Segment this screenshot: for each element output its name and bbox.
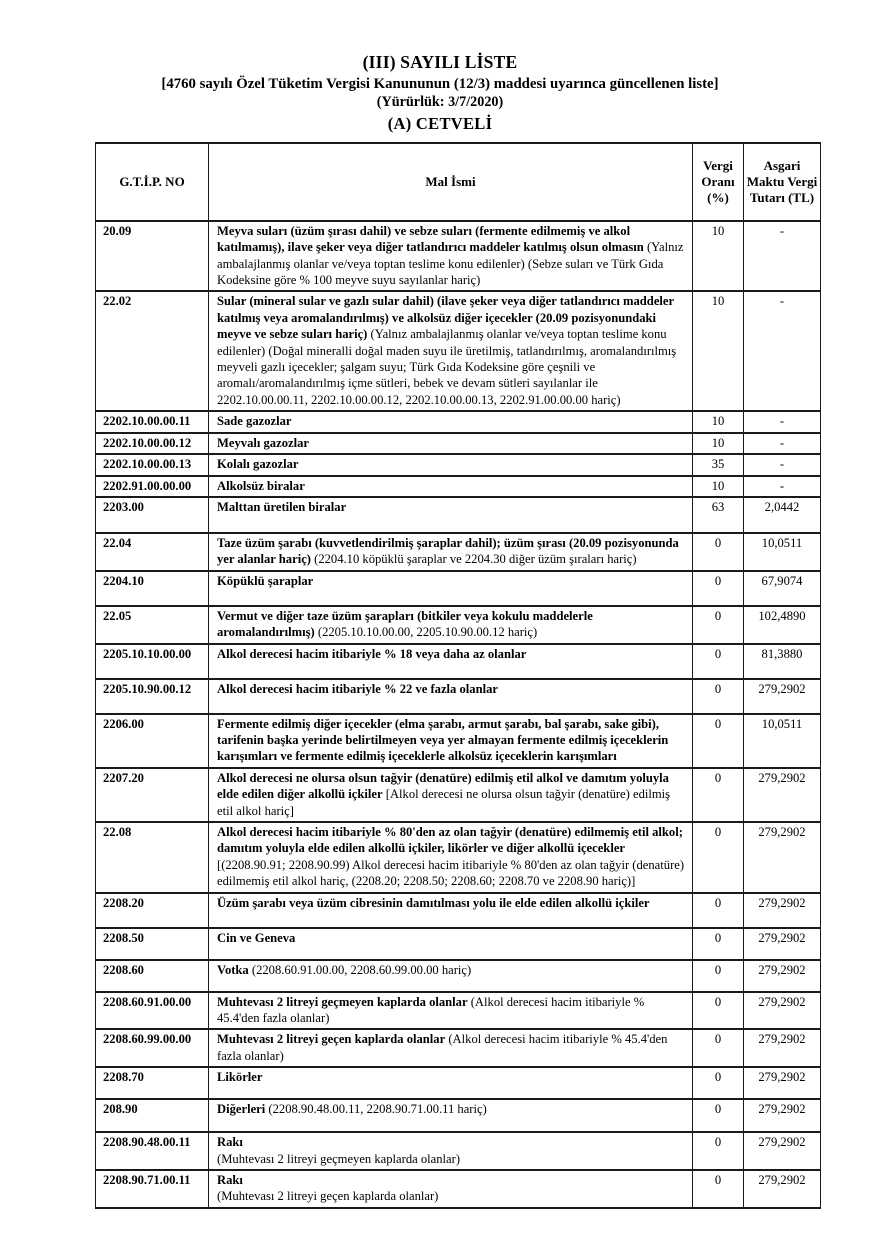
item-name-bold: Sade gazozlar bbox=[217, 414, 292, 429]
schedule-title: (A) CETVELİ bbox=[387, 113, 493, 133]
vergi-orani-cell: 0 bbox=[693, 960, 744, 992]
column-header-vergi-orani: Vergi Oranı (%) bbox=[693, 143, 744, 221]
column-header-gtip-no: G.T.İ.P. NO bbox=[96, 143, 209, 221]
vergi-orani-cell: 10 bbox=[693, 476, 744, 497]
vergi-orani-cell: 0 bbox=[693, 1132, 744, 1170]
item-name-note: (Alkol derecesi hacim itibariyle % 45.4'den fazla olanlar) bbox=[217, 1032, 668, 1063]
asgari-maktu-cell: 279,2902 bbox=[744, 928, 821, 960]
gtip-code-cell: 20.09 bbox=[96, 221, 209, 292]
item-name-bold: Alkol derecesi ne olursa olsun tağyir (denatüre) edilmiş etil alkol ve damıtım yoluyla elde edilen diğer alkollü içkiler bbox=[217, 770, 669, 802]
asgari-maktu-cell: 2,0442 bbox=[744, 497, 821, 533]
gtip-code-cell: 2208.90.71.00.11 bbox=[96, 1170, 209, 1208]
item-name-bold: Meyva suları (üzüm şırası dahil) ve sebze suları (fermente edilmemiş ve alkol katılmamış), ilave şeker veya diğer tatlandırıcı maddeler katılmış olsun olmasın bbox=[217, 223, 644, 255]
vergi-orani-cell: 0 bbox=[693, 606, 744, 644]
asgari-maktu-cell: - bbox=[744, 476, 821, 497]
gtip-code-cell: 2202.10.00.00.13 bbox=[96, 454, 209, 475]
item-name-bold: Vermut ve diğer taze üzüm şarapları (bitkiler veya kokulu maddelerle aromalandırılmış) bbox=[217, 608, 593, 640]
asgari-maktu-cell: - bbox=[744, 454, 821, 475]
gtip-code-cell: 2207.20 bbox=[96, 768, 209, 822]
mal-ismi-cell bbox=[209, 928, 693, 960]
mal-ismi-cell bbox=[209, 893, 693, 928]
table-row bbox=[96, 476, 821, 497]
item-name-bold: Köpüklü şaraplar bbox=[217, 573, 314, 588]
mal-ismi-cell bbox=[209, 571, 693, 606]
mal-ismi-cell bbox=[209, 533, 693, 571]
table-row bbox=[96, 497, 821, 533]
mal-ismi-cell bbox=[209, 476, 693, 497]
gtip-code-cell: 2202.10.00.00.12 bbox=[96, 433, 209, 454]
item-name-note: (2204.10 köpüklü şaraplar ve 2204.30 diğer üzüm şıraları hariç) bbox=[314, 552, 637, 567]
asgari-maktu-cell: 279,2902 bbox=[744, 679, 821, 714]
asgari-maktu-cell: 279,2902 bbox=[744, 822, 821, 893]
asgari-maktu-cell: 102,4890 bbox=[744, 606, 821, 644]
asgari-maktu-cell: 279,2902 bbox=[744, 768, 821, 822]
mal-ismi-cell bbox=[209, 714, 693, 768]
item-name-note: (2208.60.91.00.00, 2208.60.99.00.00 hariç) bbox=[251, 962, 472, 977]
vergi-orani-cell: 0 bbox=[693, 679, 744, 714]
table-row bbox=[96, 679, 821, 714]
table-row bbox=[96, 411, 821, 432]
asgari-maktu-cell: 279,2902 bbox=[744, 1099, 821, 1132]
table-header-row bbox=[96, 143, 821, 221]
table-row bbox=[96, 822, 821, 893]
item-name-bold: Alkolsüz biralar bbox=[217, 478, 305, 493]
item-name-bold: Likörler bbox=[217, 1070, 263, 1085]
vergi-orani-cell: 0 bbox=[693, 1067, 744, 1099]
mal-ismi-cell bbox=[209, 992, 693, 1030]
gtip-code-cell: 2205.10.10.00.00 bbox=[96, 644, 209, 679]
asgari-maktu-cell: 279,2902 bbox=[744, 992, 821, 1030]
mal-ismi-cell bbox=[209, 411, 693, 432]
table-row bbox=[96, 606, 821, 644]
item-name-bold: Muhtevası 2 litreyi geçen kaplarda olanlar bbox=[217, 1032, 446, 1047]
vergi-orani-cell: 35 bbox=[693, 454, 744, 475]
mal-ismi-cell bbox=[209, 1132, 693, 1170]
vergi-orani-cell: 0 bbox=[693, 714, 744, 768]
mal-ismi-cell bbox=[209, 1067, 693, 1099]
vergi-orani-cell: 0 bbox=[693, 893, 744, 928]
item-name-bold: Malttan üretilen biralar bbox=[217, 499, 347, 514]
asgari-maktu-cell: 81,3880 bbox=[744, 644, 821, 679]
item-name-bold: Fermente edilmiş diğer içecekler (elma şarabı, armut şarabı, bal şarabı, sake gibi), tarifenin başka yerinde belirtilmeyen veya yer almayan fermente edilmiş içeceklerin karışımları ve fermente edilmiş içeceklerle alkolsüz içeceklerin karışımları bbox=[217, 716, 669, 764]
asgari-maktu-cell: 279,2902 bbox=[744, 1067, 821, 1099]
mal-ismi-cell bbox=[209, 1029, 693, 1067]
gtip-code-cell: 2208.50 bbox=[96, 928, 209, 960]
item-name-note: (Yalnız ambalajlanmış olanlar ve/veya toptan teslime konu edilenler) (Sebze suları ve Türk Gıda Kodeksine göre % 100 meyve suyu sayılanlar hariç) bbox=[217, 240, 684, 288]
item-name-second-line: (Muhtevası 2 litreyi geçen kaplarda olanlar) bbox=[217, 1189, 439, 1204]
mal-ismi-cell bbox=[209, 822, 693, 893]
asgari-maktu-cell: 279,2902 bbox=[744, 960, 821, 992]
asgari-maktu-cell: 279,2902 bbox=[744, 1029, 821, 1067]
mal-ismi-cell bbox=[209, 960, 693, 992]
asgari-maktu-cell: 279,2902 bbox=[744, 893, 821, 928]
gtip-code-cell: 2203.00 bbox=[96, 497, 209, 533]
tax-table-body bbox=[96, 221, 821, 1208]
gtip-code-cell: 22.08 bbox=[96, 822, 209, 893]
asgari-maktu-cell: - bbox=[744, 433, 821, 454]
table-row bbox=[96, 714, 821, 768]
item-name-note: [Alkol derecesi ne olursa olsun tağyir (denatüre) edilmiş etil alkol hariç] bbox=[217, 787, 671, 818]
asgari-maktu-cell: - bbox=[744, 291, 821, 411]
vergi-orani-cell: 0 bbox=[693, 1170, 744, 1208]
mal-ismi-cell bbox=[209, 679, 693, 714]
mal-ismi-cell bbox=[209, 606, 693, 644]
table-row bbox=[96, 1029, 821, 1067]
gtip-code-cell: 22.02 bbox=[96, 291, 209, 411]
table-row bbox=[96, 893, 821, 928]
gtip-code-cell: 2206.00 bbox=[96, 714, 209, 768]
item-name-bold: Alkol derecesi hacim itibariyle % 18 veya daha az olanlar bbox=[217, 646, 527, 661]
document-subtitle: [4760 sayılı Özel Tüketim Vergisi Kanununun (12/3) maddesi uyarınca güncellenen liste] bbox=[161, 76, 719, 93]
item-name-bold: Rakı bbox=[217, 1173, 243, 1188]
gtip-code-cell: 22.05 bbox=[96, 606, 209, 644]
mal-ismi-cell bbox=[209, 221, 693, 292]
item-name-bold: Sular (mineral sular ve gazlı sular dahil) (ilave şeker veya diğer tatlandırıcı maddeler katılmış veya aromalandırılmış) ve alkolsüz diğer içecekler (20.09 pozisyonundaki meyve ve sebze suları hariç) bbox=[217, 294, 674, 342]
item-name-note: (2208.90.48.00.11, 2208.90.71.00.11 hariç) bbox=[268, 1102, 487, 1117]
gtip-code-cell: 208.90 bbox=[96, 1099, 209, 1132]
item-name-bold: Diğerleri bbox=[217, 1102, 266, 1117]
item-name-second-line: (Muhtevası 2 litreyi geçmeyen kaplarda olanlar) bbox=[217, 1151, 461, 1166]
vergi-orani-cell: 10 bbox=[693, 411, 744, 432]
table-row bbox=[96, 1067, 821, 1099]
effective-date-line: (Yürürlük: 3/7/2020) bbox=[376, 94, 504, 111]
vergi-orani-cell: 10 bbox=[693, 291, 744, 411]
gtip-code-cell: 2208.70 bbox=[96, 1067, 209, 1099]
table-row bbox=[96, 454, 821, 475]
item-name-bold: Kolalı gazozlar bbox=[217, 457, 299, 472]
mal-ismi-cell bbox=[209, 433, 693, 454]
item-name-bold: Meyvalı gazozlar bbox=[217, 435, 309, 450]
vergi-orani-cell: 10 bbox=[693, 433, 744, 454]
item-name-note: (2205.10.10.00.00, 2205.10.90.00.12 hariç) bbox=[317, 625, 538, 640]
vergi-orani-cell: 0 bbox=[693, 928, 744, 960]
vergi-orani-cell: 0 bbox=[693, 822, 744, 893]
gtip-code-cell: 2205.10.90.00.12 bbox=[96, 679, 209, 714]
asgari-maktu-cell: 279,2902 bbox=[744, 1170, 821, 1208]
table-row bbox=[96, 960, 821, 992]
mal-ismi-cell bbox=[209, 291, 693, 411]
gtip-code-cell: 22.04 bbox=[96, 533, 209, 571]
table-row bbox=[96, 992, 821, 1030]
item-name-note: [(2208.90.91; 2208.90.99) Alkol derecesi hacim itibariyle % 80'den az olan tağyir (denatüre) edilmemiş etil alkol hariç, (2208.20; 2208.50; 2208.60; 2208.70 ve 2208.90 hariç)] bbox=[217, 857, 685, 889]
table-row bbox=[96, 571, 821, 606]
item-name-bold: Muhtevası 2 litreyi geçmeyen kaplarda olanlar bbox=[217, 994, 468, 1009]
table-header bbox=[96, 143, 821, 221]
table-row bbox=[96, 1099, 821, 1132]
table-row bbox=[96, 533, 821, 571]
column-header-mal-ismi: Mal İsmi bbox=[209, 143, 693, 221]
table-row bbox=[96, 644, 821, 679]
gtip-code-cell: 2208.90.48.00.11 bbox=[96, 1132, 209, 1170]
table-row bbox=[96, 221, 821, 292]
vergi-orani-cell: 0 bbox=[693, 644, 744, 679]
column-header-asgari-maktu: Asgari Maktu Vergi Tutarı (TL) bbox=[744, 143, 821, 221]
gtip-code-cell: 2208.60.99.00.00 bbox=[96, 1029, 209, 1067]
item-name-bold: Rakı bbox=[217, 1135, 243, 1150]
table-row bbox=[96, 291, 821, 411]
mal-ismi-cell bbox=[209, 454, 693, 475]
item-name-bold: Cin ve Geneva bbox=[217, 930, 296, 945]
item-name-bold: Üzüm şarabı veya üzüm cibresinin damıtılması yolu ile elde edilen alkollü içkiler bbox=[217, 895, 650, 910]
table-row bbox=[96, 928, 821, 960]
table-row bbox=[96, 768, 821, 822]
gtip-code-cell: 2208.60 bbox=[96, 960, 209, 992]
asgari-maktu-cell: - bbox=[744, 221, 821, 292]
item-name-note: (Alkol derecesi hacim itibariyle % 45.4'den fazla olanlar) bbox=[217, 994, 645, 1026]
asgari-maktu-cell: 279,2902 bbox=[744, 1132, 821, 1170]
mal-ismi-cell bbox=[209, 768, 693, 822]
gtip-code-cell: 2208.60.91.00.00 bbox=[96, 992, 209, 1030]
asgari-maktu-cell: 67,9074 bbox=[744, 571, 821, 606]
vergi-orani-cell: 0 bbox=[693, 992, 744, 1030]
vergi-orani-cell: 0 bbox=[693, 1029, 744, 1067]
gtip-code-cell: 2208.20 bbox=[96, 893, 209, 928]
document-title: (III) SAYILI LİSTE bbox=[362, 52, 518, 72]
asgari-maktu-cell: 10,0511 bbox=[744, 714, 821, 768]
mal-ismi-cell bbox=[209, 497, 693, 533]
table-row bbox=[96, 433, 821, 454]
vergi-orani-cell: 0 bbox=[693, 533, 744, 571]
item-name-bold: Taze üzüm şarabı (kuvvetlendirilmiş şaraplar dahil); üzüm şırası (20.09 pozisyonunda yer alanlar hariç) bbox=[217, 535, 679, 567]
item-name-bold: Alkol derecesi hacim itibariyle % 22 ve fazla olanlar bbox=[217, 681, 498, 696]
vergi-orani-cell: 0 bbox=[693, 768, 744, 822]
gtip-code-cell: 2202.10.00.00.11 bbox=[96, 411, 209, 432]
mal-ismi-cell bbox=[209, 1170, 693, 1208]
mal-ismi-cell bbox=[209, 1099, 693, 1132]
gtip-code-cell: 2204.10 bbox=[96, 571, 209, 606]
document-header bbox=[0, 52, 880, 134]
item-name-bold: Alkol derecesi hacim itibariyle % 80'den az olan tağyir (denatüre) edilmemiş etil alkol; damıtım yoluyla elde edilen alkollü içkiler, likörler ve diğer alkollü içecekler bbox=[217, 824, 683, 856]
tax-rate-table bbox=[95, 142, 821, 1209]
vergi-orani-cell: 0 bbox=[693, 571, 744, 606]
item-name-note: (Yalnız ambalajlanmış olanlar ve/veya toptan teslime konu edilenler) (Doğal mineralli doğal maden suyu ile üretilmiş, tatlandırılmış, aromalandırılmış meyveli gazlı içecekler; şalgam suyu; Türk Gıda Kodeksine göre çeşnili ve aromalı/aromalandırılmış içme sütleri, bebek ve devam sütleri sayılanlar ile 2202.10.00.00.11, 2202.10.00.00.12, 2202.10.00.00.13, 2202.91.00.00.00 hariç) bbox=[217, 327, 677, 407]
vergi-orani-cell: 10 bbox=[693, 221, 744, 292]
item-name-bold: Votka bbox=[217, 962, 249, 977]
vergi-orani-cell: 0 bbox=[693, 1099, 744, 1132]
table-row bbox=[96, 1132, 821, 1170]
table-row bbox=[96, 1170, 821, 1208]
vergi-orani-cell: 63 bbox=[693, 497, 744, 533]
asgari-maktu-cell: 10,0511 bbox=[744, 533, 821, 571]
mal-ismi-cell bbox=[209, 644, 693, 679]
gtip-code-cell: 2202.91.00.00.00 bbox=[96, 476, 209, 497]
asgari-maktu-cell: - bbox=[744, 411, 821, 432]
